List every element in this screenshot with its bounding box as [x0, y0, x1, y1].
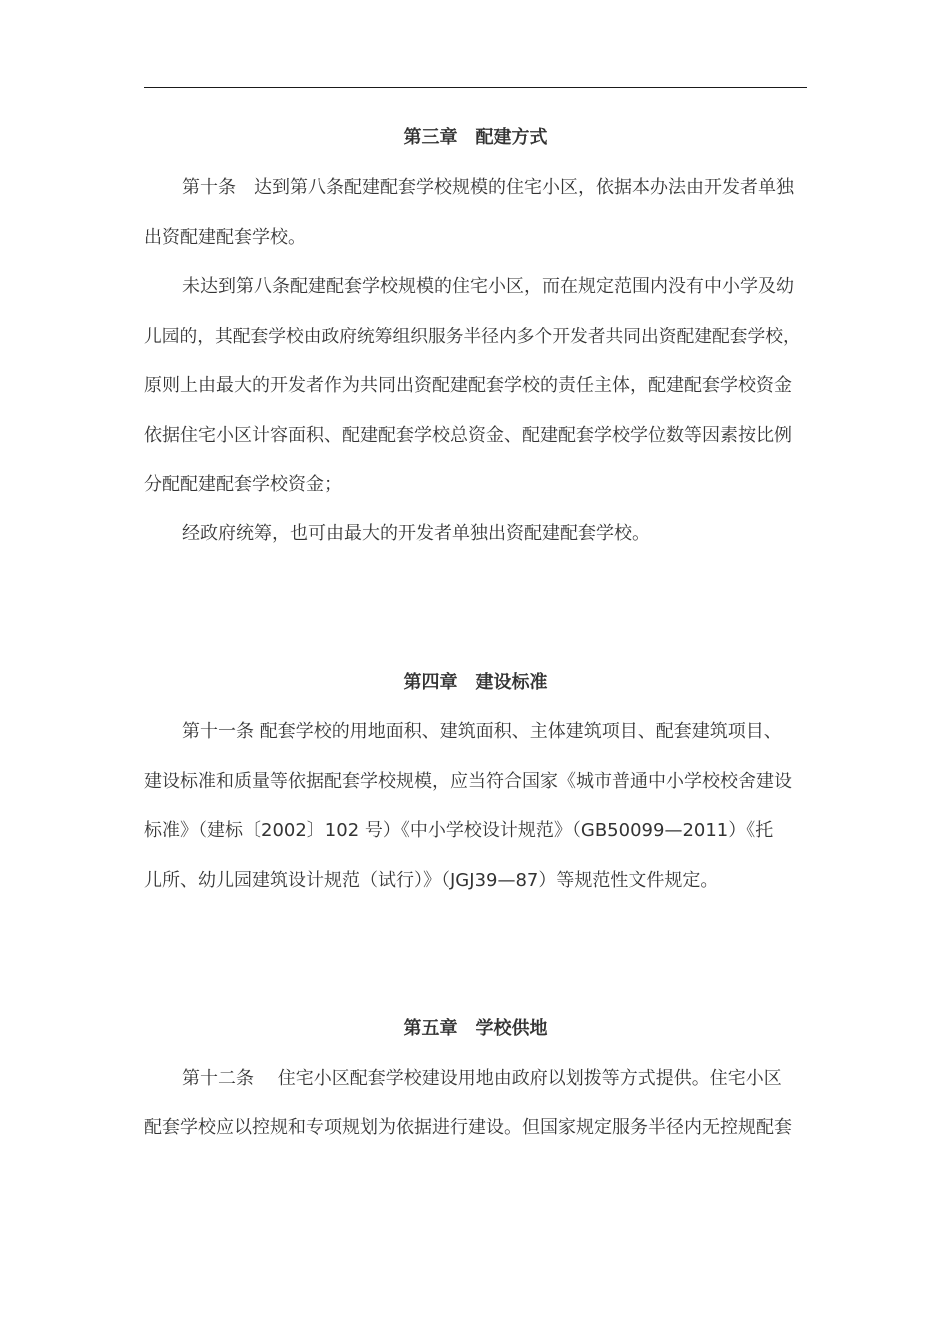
paragraph-line: 第十条 达到第八条配建配套学校规模的住宅小区，依据本办法由开发者单独: [182, 177, 794, 198]
chapter5-heading: 第五章 学校供地: [403, 1018, 548, 1039]
paragraph-line: 原则上由最大的开发者作为共同出资配建配套学校的责任主体，配建配套学校资金: [144, 375, 792, 396]
paragraph-line: 第十一条 配套学校的用地面积、建筑面积、主体建筑项目、配套建筑项目、: [182, 721, 782, 742]
chapter4-heading: 第四章 建设标准: [403, 672, 548, 693]
paragraph-line: 标准》（建标〔2002〕102 号）《中小学校设计规范》（GB50099—2011）《托: [144, 820, 774, 841]
paragraph-line: 依据住宅小区计容面积、配建配套学校总资金、配建配套学校学位数等因素按比例: [144, 425, 792, 446]
chapter3-heading: 第三章 配建方式: [403, 127, 548, 148]
header-rule: [144, 87, 807, 88]
paragraph-line: 配套学校应以控规和专项规划为依据进行建设。但国家规定服务半径内无控规配套: [144, 1117, 792, 1138]
paragraph-line: 未达到第八条配建配套学校规模的住宅小区，而在规定范围内没有中小学及幼: [182, 276, 794, 297]
paragraph-line: 出资配建配套学校。: [144, 227, 306, 248]
paragraph-line: 儿园的，其配套学校由政府统筹组织服务半径内多个开发者共同出资配建配套学校，: [144, 327, 801, 347]
paragraph-line: 第十二条 住宅小区配套学校建设用地由政府以划拨等方式提供。住宅小区: [182, 1068, 782, 1089]
paragraph-line: 经政府统筹，也可由最大的开发者单独出资配建配套学校。: [182, 523, 650, 544]
paragraph-line: 儿所、幼儿园建筑设计规范（试行）》（JGJ39—87）等规范性文件规定。: [144, 870, 719, 891]
paragraph-line: 建设标准和质量等依据配套学校规模，应当符合国家《城市普通中小学校校舍建设: [144, 771, 792, 792]
paragraph-line: 分配配建配套学校资金；: [144, 474, 342, 495]
